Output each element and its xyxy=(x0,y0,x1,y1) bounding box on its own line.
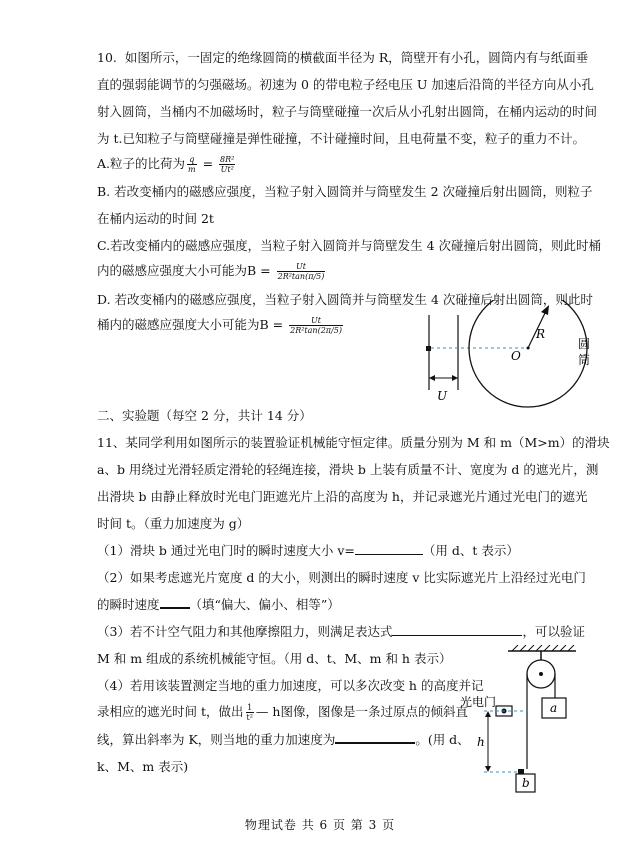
q11-inverse-t-squared: $\frac{1}{\text{t²}}$ xyxy=(246,703,253,722)
height-arrow-top xyxy=(485,711,491,717)
q10-option-a: A.粒子的比荷为 $\frac{q}{m}$ = $\frac{\text{8R²}}{\text{Ut²}}$ xyxy=(97,155,235,174)
section-title: 二、实验题（每空 2 分，共计 14 分） xyxy=(97,408,312,423)
ceiling-hatch xyxy=(512,645,574,651)
q11-line-3: 出滑块 b 由静止释放时光电门距遮光片上沿的高度为 h，并记录遮光片通过光电门的遮光 xyxy=(97,489,588,504)
shutter-plate xyxy=(518,769,524,774)
particle-dot xyxy=(426,346,431,351)
q11-part-4-line-3: 线，算出斜率为 K，则当地的重力加速度为 。(用 d、 xyxy=(97,732,470,747)
q10-line-2: 直的强弱能调节的匀强磁场。初速为 0 的带电粒子经电压 U 加速后沿筒的半径方向从小孔 xyxy=(97,77,594,92)
answer-blank-3[interactable] xyxy=(392,635,522,636)
voltage-arrow-right xyxy=(452,375,458,381)
pulley-axle xyxy=(539,672,543,676)
cylinder-figure xyxy=(415,300,595,412)
label-R: R xyxy=(536,327,546,341)
q11-part-4-line-2: 录相应的遮光时间 t，做出 $\frac{1}{\text{t²}}$ — h图像，图像是一条过原点的倾斜直 xyxy=(97,703,468,722)
answer-blank-2[interactable] xyxy=(160,607,190,609)
voltage-arrow-left xyxy=(429,375,435,381)
height-arrow-bottom xyxy=(485,766,491,772)
q11-part-1: （1）滑块 b 通过光电门时的瞬时速度大小 v= （用 d、t 表示） xyxy=(97,543,519,558)
q10-option-a-fraction: $\frac{\text{8R²}}{\text{Ut²}}$ xyxy=(220,155,235,174)
q11-part-4-line-1: （4）若用该装置测定当地的重力加速度，可以多次改变 h 的高度并记 xyxy=(97,678,484,693)
q11-line-2: a、b 用绕过光滑轻质定滑轮的轻绳连接，滑块 b 上装有质量不计、宽度为 d 的遮光片，测 xyxy=(97,462,599,477)
q10-option-c-line-1: C.若改变桶内的磁感应强度，当粒子射入圆筒并与筒壁发生 4 次碰撞后射出圆筒，则此时桶 xyxy=(97,238,601,253)
q11-line-4: 时间 t。（重力加速度为 g） xyxy=(97,516,250,531)
q10-number: 10. xyxy=(97,50,117,65)
radius-arrowhead xyxy=(541,305,549,315)
label-U: U xyxy=(437,389,448,403)
answer-blank-4[interactable] xyxy=(335,742,415,744)
q10-option-d-line-2: 桶内的磁感应强度大小可能为B = $\frac{Ut}{\text{2R²tan(2π/5)}}$ xyxy=(97,316,342,335)
q11-part-2-line-1: （2）如果考虑遮光片宽度 d 的大小，则测出的瞬时速度 v 比实际遮光片上沿经过光电门 xyxy=(97,570,586,585)
q11-part-3-line-2: M 和 m 组成的系统机械能守恒。（用 d、t、M、m 和 h 表示） xyxy=(97,651,452,666)
q11-part-4-line-4: k、M、m 表示) xyxy=(97,759,189,774)
label-h: h xyxy=(477,735,485,749)
q11-part-2-line-2: 的瞬时速度 （填“偏大、偏小、相等”） xyxy=(97,597,340,612)
q10-option-b-line-2: 在桶内运动的时间 2t xyxy=(97,211,214,226)
cylinder-circle xyxy=(469,300,587,407)
q10-line-3: 射入圆筒，当桶内不加磁场时，粒子与筒壁碰撞一次后从小孔射出圆筒，在桶内运动的时间 xyxy=(97,104,598,119)
label-b: b xyxy=(522,776,530,790)
label-photogate: 光电门 xyxy=(460,695,497,709)
page-footer: 物理试卷 共 6 页 第 3 页 xyxy=(244,818,396,832)
q10-option-c-line-2: 内的磁感应强度大小可能为B = $\frac{Ut}{\text{2R²tan(π/5)}}$ xyxy=(97,262,325,281)
q10-option-b-line-1: B. 若改变桶内的磁感应强度，当粒子射入圆筒并与筒壁发生 2 次碰撞后射出圆筒，则粒子 xyxy=(97,184,593,199)
q10-line-4: 为 t.已知粒子与筒壁碰撞是弹性碰撞，不计碰撞时间，且电荷量不变，粒子的重力不计。 xyxy=(97,131,585,146)
q10-option-d-line-1: D. 若改变桶内的磁感应强度，当粒子射入圆筒并与筒壁发生 4 次碰撞后射出圆筒，则此时 xyxy=(97,292,593,307)
label-O: O xyxy=(511,349,521,363)
label-cylinder-2: 筒 xyxy=(578,353,591,367)
pulley-figure xyxy=(450,645,580,807)
q10-line-1: 10. 如图所示，一固定的绝缘圆筒的横截面半径为 R，筒壁开有小孔，圆筒内有与纸面垂 xyxy=(97,50,589,65)
answer-blank-1[interactable] xyxy=(355,554,423,555)
q10-option-d-fraction: $\frac{Ut}{\text{2R²tan(2π/5)}}$ xyxy=(290,316,342,335)
q11-line-1: 11、某同学利用如图所示的装置验证机械能守恒定律。质量分别为 M 和 m（M>m）的滑块 xyxy=(97,435,610,450)
label-a: a xyxy=(550,701,558,715)
label-cylinder-1: 圆 xyxy=(578,337,591,351)
q10-option-c-fraction: $\frac{Ut}{\text{2R²tan(π/5)}}$ xyxy=(277,262,325,281)
q11-part-3-line-1: （3）若不计空气阻力和其他摩擦阻力，则满足表达式 ，可以验证 xyxy=(97,624,585,639)
q10-option-a-lhs: $\frac{q}{m}$ xyxy=(188,155,196,174)
